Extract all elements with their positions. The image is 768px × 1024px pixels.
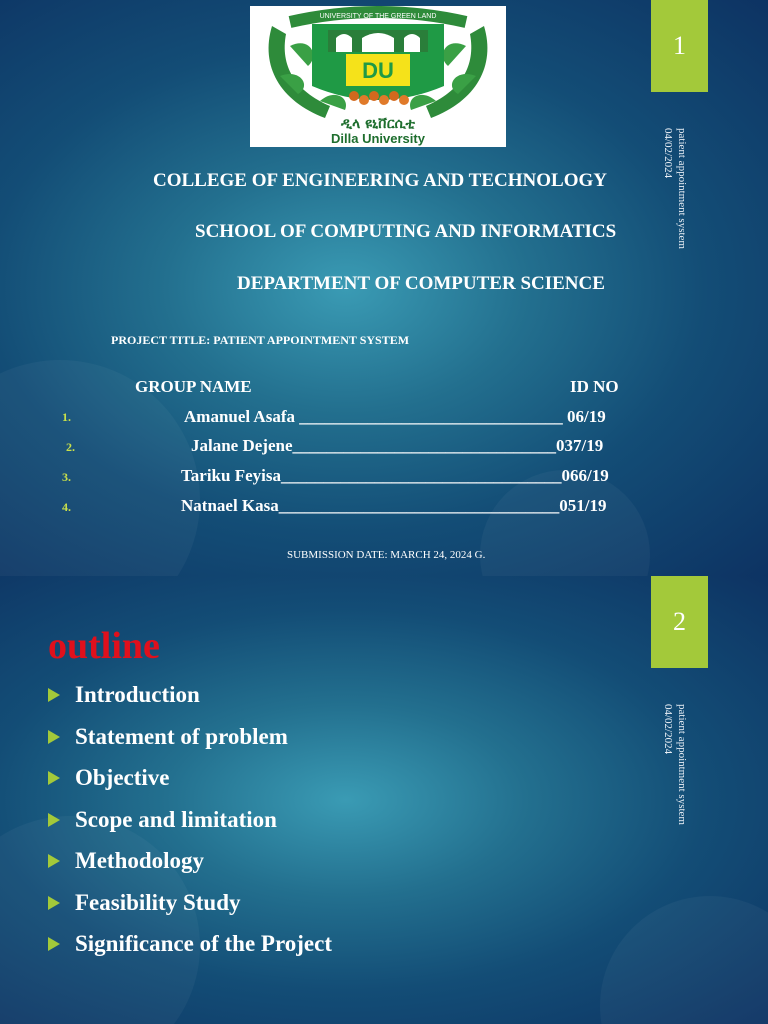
outline-item — [48, 890, 241, 916]
logo-amharic-text: ዲላ ዩኒቨርሲቲ — [340, 116, 416, 132]
member-row: Tariku Feyisa_________________________________066/19 — [181, 466, 609, 485]
member-number: 4. — [62, 500, 71, 514]
outline-item — [48, 807, 277, 833]
member-row: Natnael Kasa_________________________________051/19 — [181, 496, 607, 515]
university-logo — [250, 6, 506, 147]
outline-item-label: Statement of problem — [75, 724, 288, 749]
side-title: patient appointment system — [676, 128, 688, 249]
slide-number-badge — [651, 0, 708, 92]
bullet-arrow-icon — [48, 813, 60, 827]
outline-item — [48, 931, 332, 957]
slide-number-badge — [651, 576, 708, 668]
logo-monogram: DU — [362, 58, 394, 83]
submission-date: SUBMISSION DATE: MARCH 24, 2024 G. — [287, 549, 486, 561]
outline-item-label: Introduction — [75, 682, 200, 707]
outline-title: outline — [48, 625, 160, 667]
department-heading: DEPARTMENT OF COMPUTER SCIENCE — [237, 273, 605, 294]
outline-item-label: Feasibility Study — [75, 890, 241, 915]
bullet-arrow-icon — [48, 688, 60, 702]
school-heading: SCHOOL OF COMPUTING AND INFORMATICS — [195, 221, 617, 242]
side-date: 04/02/2024 — [662, 704, 674, 755]
outline-item — [48, 682, 200, 708]
bullet-arrow-icon — [48, 854, 60, 868]
outline-item-label: Scope and limitation — [75, 807, 277, 832]
bullet-arrow-icon — [48, 896, 60, 910]
member-number: 3. — [62, 470, 71, 484]
logo-graphic — [250, 6, 506, 147]
member-number: 2. — [66, 440, 75, 454]
outline-item — [48, 724, 288, 750]
bullet-arrow-icon — [48, 937, 60, 951]
outline-item-label: Significance of the Project — [75, 931, 332, 956]
logo-arc-text: UNIVERSITY OF THE GREEN LAND — [319, 13, 437, 20]
id-no-header: ID NO — [570, 377, 619, 396]
outline-item — [48, 848, 204, 874]
slide-number: 2 — [673, 607, 686, 636]
side-date: 04/02/2024 — [662, 128, 674, 179]
outline-item-label: Objective — [75, 765, 170, 790]
college-heading: COLLEGE OF ENGINEERING AND TECHNOLOGY — [153, 170, 607, 191]
member-row: Jalane Dejene_______________________________037/19 — [191, 436, 604, 455]
background-orb — [600, 896, 768, 1024]
outline-item — [48, 765, 170, 791]
outline-item-label: Methodology — [75, 848, 205, 873]
member-number: 1. — [62, 410, 71, 424]
group-name-header: GROUP NAME — [135, 377, 252, 396]
member-row: Amanuel Asafa _______________________________ 06/19 — [184, 407, 606, 426]
slide-2 — [0, 576, 768, 1024]
logo-name-text: Dilla University — [331, 131, 425, 146]
side-title: patient appointment system — [676, 704, 688, 825]
bullet-arrow-icon — [48, 730, 60, 744]
project-title: PROJECT TITLE: PATIENT APPOINTMENT SYSTEM — [111, 333, 410, 347]
bullet-arrow-icon — [48, 771, 60, 785]
slide-number: 1 — [673, 31, 686, 60]
